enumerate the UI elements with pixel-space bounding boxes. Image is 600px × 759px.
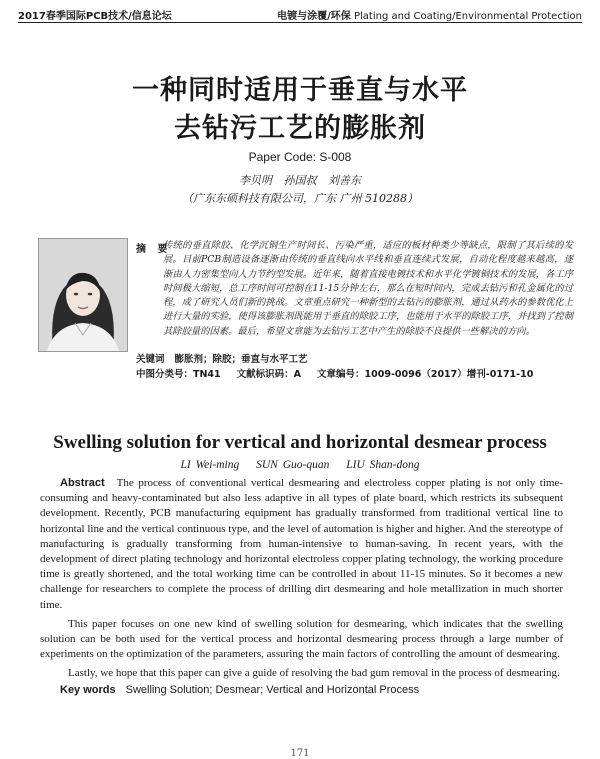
abstract-cn-label: 摘 要: [136, 244, 172, 255]
paper-title-cn: [0, 72, 600, 148]
keywords-en-value: Swelling Solution; Desmear; Vertical and Horizontal Process: [125, 684, 420, 696]
keywords-en: [60, 684, 419, 696]
abstract-en-label: Abstract: [60, 477, 105, 489]
author-en-2: SUN Guo-quan: [256, 459, 330, 471]
author-portrait-image: [39, 239, 127, 351]
page-number: 171: [290, 748, 310, 759]
title-line-1: 一种同时适用于垂直与水平: [132, 75, 468, 106]
clc-number: 中图分类号：TN41: [136, 369, 221, 380]
abstract-cn-text: 传统的垂直除胶、化学沉铜生产时间长、污染严重，适应的板材种类少等缺点，限制了其后续的发展。目前PCB制造设备逐渐由传统的垂直线向水平线和垂直连续式发展，自动化程度越来越高，逐渐由人力密集型向人力节约型发展。近年来，随着直接电镀技术和水平化学镀铜技术的发展，各工序时间极大缩短，总工序时间可控制在11-15分钟左右，那么在短时间内，完成去钻污和孔金属化的过程，成了研究人员们新的挑战。文章重点研究一种新型的去钻污的膨胀剂，通过从药水的参数优化上进行大量的实验，使得该膨胀剂既能用于垂直的除胶工序，也能用于水平的除胶工序，并找到了控制其除胶量的因素。最后，希望文章能为去钻污工艺中产生的除胶不良提供一些解决的方向。: [163, 240, 573, 337]
affiliation-cn: （广东东硕科技有限公司，广东 广州 510288）: [182, 192, 418, 205]
abstract-en-p1: The process of conventional vertical desmearing and electroless copper plating is not only time-consuming and heavy-contaminated but also less adaptive in all types of plate board, which restricts its subsequent development. Recently, PCB manufacturing equipment has gradually transformed from traditional vertical line to horizontal line and the vertical continuous type, and the level of automation is higher and higher. And the stereotype of manufacturing is gradually transforming from human-intensive to human-saving. In recent years, with the development of direct plating technology and horizontal electroless copper plating technology, the working procedure time is greatly shortened, and the total working time can be controlled in about 11-15 minutes. So it becomes a new challenge for researchers to complete the process of drilling dirt desmearing and hole metallization in much shorter time.: [40, 477, 563, 611]
abstract-en-paragraph-2: This paper focuses on one new kind of swelling solution for desmearing, which indicates that the swelling solution can be both used for the vertical process and horizontal desmearing process through a large number of experiments on the optimization of the parameters, assuring the main factors of controlling the amount of desmearing.: [40, 617, 563, 661]
classification-line: [136, 366, 533, 380]
keywords-cn-label: 关键词: [136, 354, 165, 365]
keywords-en-label: Key words: [60, 684, 116, 696]
paper-code: Paper Code: S-008: [248, 150, 352, 164]
header-section-en: Plating and Coating/Environmental Protection: [353, 11, 582, 22]
author-en-1: LI Wei-ming: [180, 459, 240, 471]
header-conference: 2017春季国际PCB技术/信息论坛: [18, 11, 172, 22]
authors-cn: 李贝明 孙国叔 刘善东: [239, 174, 361, 187]
abstract-en: [40, 476, 563, 686]
author-en-3: LIU Shan-dong: [346, 459, 420, 471]
running-header: [18, 4, 582, 23]
author-photo: [38, 238, 128, 352]
header-section-cn: 电镀与涂覆/环保: [277, 11, 351, 22]
abstract-en-paragraph-1: [40, 476, 563, 613]
keywords-cn-value: 膨胀剂；除胶；垂直与水平工艺: [174, 354, 308, 365]
title-line-2: 去钻污工艺的膨胀剂: [174, 113, 426, 144]
paper-title-en: Swelling solution for vertical and horizontal desmear process: [53, 432, 547, 453]
article-number: 文章编号：1009-0096（2017）增刊-0171-10: [317, 369, 534, 380]
keywords-cn: [136, 351, 308, 365]
header-section: [277, 7, 582, 22]
abstract-en-paragraph-3: Lastly, we hope that this paper can give a guide of resolving the bad gum removal in the process of desmearing.: [68, 667, 560, 680]
document-code: 文献标识码：A: [236, 369, 302, 380]
authors-en: [0, 459, 600, 471]
